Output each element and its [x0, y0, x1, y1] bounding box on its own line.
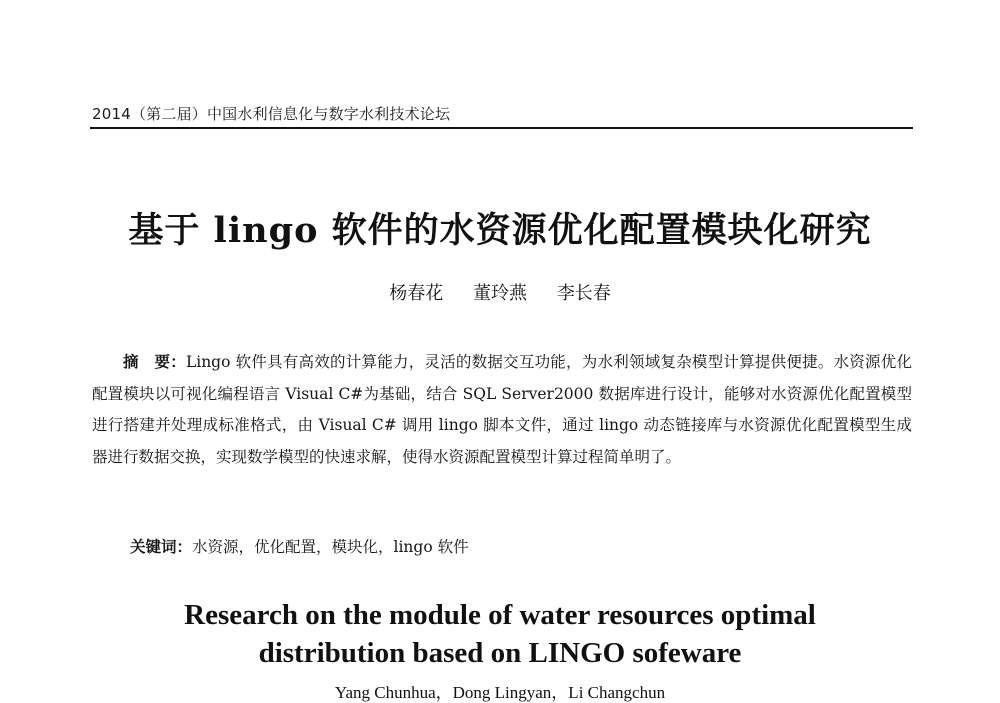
abstract-label: 摘 要： — [123, 352, 186, 371]
abstract-text: Lingo 软件具有高效的计算能力，灵活的数据交互功能，为水利领域复杂模型计算提供便捷。水资源优化配置模块以可视化编程语言 Visual C#为基础，结合 SQL Server2000 数据库进行设计，能够对水资源优化配置模型进行搭建并处理成标准格式，由 Visual C# 调用 lingo 脚本文件，通过 lingo 动态链接库与水资源优化配置模型生成器进行数据交换，实现数学模型的快速求解，使得水资源配置模型计算过程简单明了。 — [92, 353, 912, 466]
author-2: 董玲燕 — [473, 283, 527, 304]
running-header: 2014（第二届）中国水利信息化与数字水利技术论坛 — [92, 105, 451, 123]
header-rule — [90, 127, 913, 129]
title-en-line-2: distribution based on LINGO sofeware — [258, 637, 742, 669]
authors-chinese — [0, 279, 1000, 305]
authors-english: Yang Chunhua，Dong Lingyan，Li Changchun — [334, 683, 666, 702]
title-en-line-1: Research on the module of water resources optimal — [184, 599, 816, 631]
keywords-label: 关键词： — [130, 537, 193, 556]
keywords-text: 水资源，优化配置，模块化，lingo 软件 — [192, 538, 469, 556]
author-3: 李长春 — [556, 283, 611, 304]
paper-title-english — [0, 596, 1000, 672]
author-1: 杨春花 — [389, 283, 444, 304]
abstract-paragraph — [92, 346, 912, 473]
paper-title-chinese: 基于 lingo 软件的水资源优化配置模块化研究 — [128, 210, 872, 251]
keywords-line — [130, 535, 910, 557]
